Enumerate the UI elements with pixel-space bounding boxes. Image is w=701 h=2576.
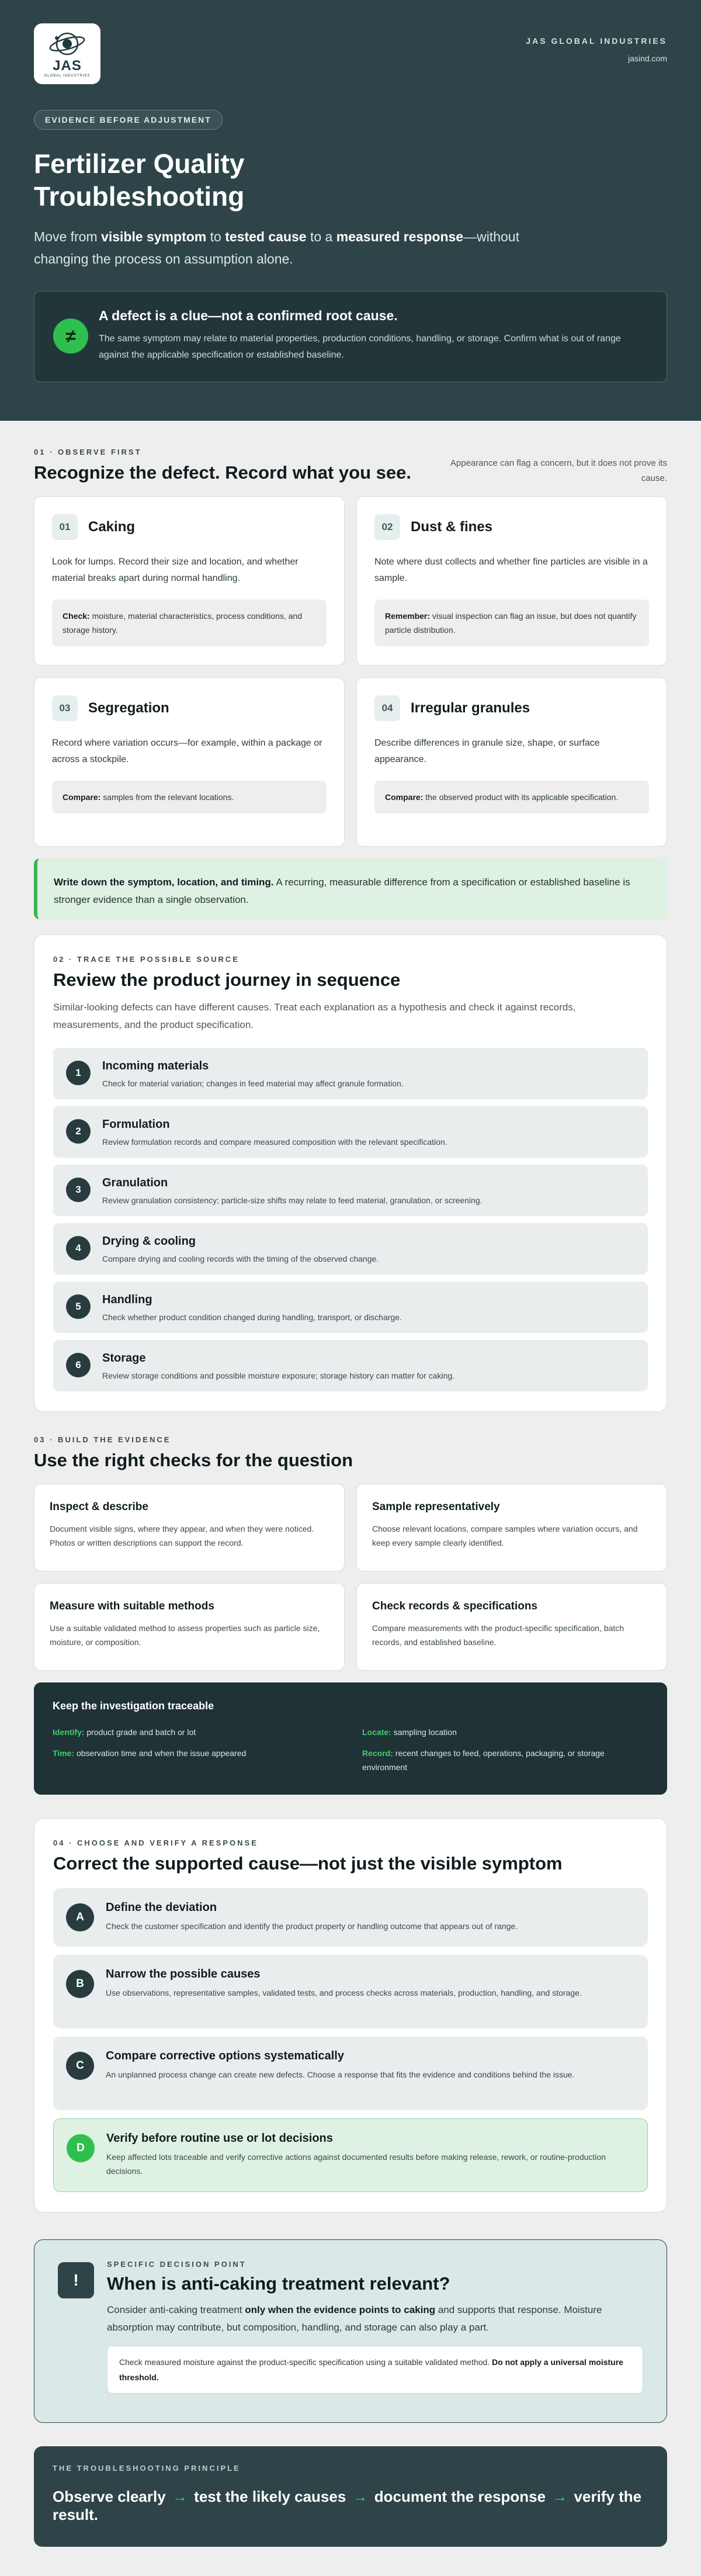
decision-text-part: Consider anti-caking treatment bbox=[107, 2304, 245, 2315]
card-box-text: moisture, material characteristics, process conditions, and storage history. bbox=[63, 611, 303, 635]
traceable-item bbox=[362, 1746, 648, 1774]
response-title: Compare corrective options systematically bbox=[106, 2049, 344, 2062]
step-number: 2 bbox=[66, 1119, 91, 1144]
lead-strong: tested cause bbox=[225, 229, 307, 244]
response-letter: A bbox=[66, 1903, 94, 1931]
logo-globe-icon bbox=[48, 30, 86, 58]
brand-url-link[interactable]: jasind.com bbox=[628, 54, 667, 63]
principle-section-wrap bbox=[0, 2446, 701, 2547]
lead-part: to a bbox=[306, 229, 336, 244]
traceable-text: product grade and batch or lot bbox=[84, 1727, 196, 1737]
step-text: Review storage conditions and possible moisture exposure; storage history can matter for caking. bbox=[102, 1371, 455, 1380]
principle-line bbox=[53, 2488, 648, 2524]
journey-step bbox=[53, 1048, 648, 1099]
response-title: Narrow the possible causes bbox=[106, 1968, 261, 1981]
exclamation-icon: ! bbox=[58, 2262, 94, 2298]
response-text: Check the customer specification and identify the product property or handling outcome that appears out of range. bbox=[106, 1921, 518, 1931]
step-title: Storage bbox=[102, 1352, 146, 1365]
step-number: 3 bbox=[66, 1178, 91, 1202]
check-text: Compare measurements with the product-specific specification, batch records, and established baseline. bbox=[372, 1623, 624, 1647]
trace-section-wrap bbox=[0, 934, 701, 1412]
response-list bbox=[53, 1888, 648, 2192]
logo-subtext: GLOBAL INDUSTRIES bbox=[44, 74, 91, 78]
check-title: Measure with suitable methods bbox=[50, 1600, 214, 1612]
decision-box-strong: Do not apply a universal moisture threshold. bbox=[119, 2357, 623, 2382]
card-head bbox=[374, 514, 649, 540]
traceable-text: sampling location bbox=[391, 1727, 457, 1737]
section-title: Recognize the defect. Record what you see. bbox=[34, 462, 411, 483]
journey-step bbox=[53, 1282, 648, 1333]
arrow-right-icon: → bbox=[172, 2488, 188, 2505]
observe-section bbox=[0, 421, 701, 919]
step-number: 5 bbox=[66, 1294, 91, 1319]
section-title: Review the product journey in sequence bbox=[53, 970, 401, 990]
journey-step bbox=[53, 1106, 648, 1158]
traceable-label: Identify: bbox=[53, 1727, 85, 1737]
traceable-text: observation time and when the issue appeared bbox=[74, 1749, 247, 1758]
logo-text: JAS bbox=[53, 58, 82, 74]
defect-card-dust bbox=[356, 496, 667, 666]
decision-title: When is anti-caking treatment relevant? bbox=[107, 2273, 450, 2294]
company-logo[interactable] bbox=[34, 23, 100, 84]
arrow-right-icon: → bbox=[352, 2488, 368, 2505]
traceable-label: Locate: bbox=[362, 1727, 391, 1737]
card-box-label: Check: bbox=[63, 611, 90, 621]
step-text: Compare drying and cooling records with the timing of the observed change. bbox=[102, 1254, 379, 1263]
evidence-section bbox=[0, 1435, 701, 1795]
section-kicker: SPECIFIC DECISION POINT bbox=[107, 2260, 247, 2269]
response-section-wrap bbox=[0, 1818, 701, 2213]
section-kicker: THE TROUBLESHOOTING PRINCIPLE bbox=[53, 2464, 241, 2473]
principle-step: test the likely causes bbox=[194, 2488, 346, 2505]
card-number: 03 bbox=[52, 695, 78, 721]
section-kicker: 04 · CHOOSE AND VERIFY A RESPONSE bbox=[53, 1838, 258, 1847]
step-title: Handling bbox=[102, 1293, 152, 1306]
hero-callout bbox=[34, 291, 667, 382]
section-kicker: 01 · OBSERVE FIRST bbox=[34, 448, 142, 456]
card-title: Dust & fines bbox=[411, 519, 493, 535]
check-card bbox=[356, 1484, 667, 1571]
journey-step bbox=[53, 1223, 648, 1275]
hero-lead bbox=[34, 226, 548, 270]
card-text: Note where dust collects and whether fine particles are visible in a sample. bbox=[374, 557, 648, 583]
defect-card-grid bbox=[34, 496, 667, 847]
callout-text: The same symptom may relate to material properties, production conditions, handling, or storage. Confirm what is out of range against the applicable specification or established baseline. bbox=[99, 334, 621, 360]
trace-panel bbox=[34, 934, 667, 1412]
step-number: 1 bbox=[66, 1061, 91, 1085]
lead-strong: visible symptom bbox=[101, 229, 207, 244]
card-box-label: Compare: bbox=[385, 792, 424, 802]
journey-steps bbox=[53, 1048, 648, 1391]
hero-pill-badge: EVIDENCE BEFORE ADJUSTMENT bbox=[34, 110, 223, 130]
card-head bbox=[374, 695, 649, 721]
card-box-label: Remember: bbox=[385, 611, 431, 621]
principle-panel bbox=[34, 2446, 667, 2547]
brand-block bbox=[526, 23, 667, 63]
check-card bbox=[34, 1484, 345, 1571]
decision-box bbox=[107, 2346, 643, 2394]
card-number: 04 bbox=[374, 695, 400, 721]
lead-strong: measured response bbox=[336, 229, 464, 244]
response-step-verify bbox=[53, 2118, 648, 2192]
decision-box-text: Check measured moisture against the product-specific specification using a suitable validated method. bbox=[119, 2357, 492, 2367]
response-letter: D bbox=[67, 2134, 95, 2162]
card-title: Irregular granules bbox=[411, 700, 530, 716]
decision-text-part: and supports that response. Moisture absorption may contribute, but composition, handling, and storage can also play a part. bbox=[107, 2304, 602, 2333]
principle-step: Observe clearly bbox=[53, 2488, 166, 2505]
response-step bbox=[53, 1888, 648, 1947]
card-title: Caking bbox=[88, 519, 136, 535]
response-step bbox=[53, 2037, 648, 2110]
section-lead: Similar-looking defects can have different causes. Treat each explanation as a hypothesis and check it against records, measurements, and the product specification. bbox=[53, 1002, 576, 1030]
card-text: Describe differences in granule size, shape, or surface appearance. bbox=[374, 738, 600, 764]
section-title: Use the right checks for the question bbox=[34, 1450, 353, 1470]
traceable-grid bbox=[53, 1725, 648, 1774]
response-panel bbox=[34, 1818, 667, 2213]
step-text: Check whether product condition changed during handling, transport, or discharge. bbox=[102, 1313, 402, 1322]
traceable-item bbox=[362, 1725, 648, 1739]
card-box-text: samples from the relevant locations. bbox=[100, 792, 234, 802]
journey-step bbox=[53, 1165, 648, 1216]
principle-step: verify the result. bbox=[53, 2488, 642, 2523]
not-equal-icon: ≠ bbox=[53, 318, 88, 354]
response-letter: C bbox=[66, 2052, 94, 2080]
check-title: Sample representatively bbox=[372, 1501, 500, 1513]
card-text: Look for lumps. Record their size and location, and whether material breaks apart during normal handling. bbox=[52, 557, 299, 583]
decision-section-wrap bbox=[0, 2239, 701, 2423]
section-kicker: 02 · TRACE THE POSSIBLE SOURCE bbox=[53, 955, 240, 964]
check-title: Check records & specifications bbox=[372, 1600, 537, 1612]
note-text: A recurring, measurable difference from a specification or established baseline is stronger evidence than a single observation. bbox=[54, 877, 630, 905]
traceable-item bbox=[53, 1746, 339, 1774]
traceable-title: Keep the investigation traceable bbox=[53, 1700, 214, 1712]
page-title: Fertilizer Quality Troubleshooting bbox=[34, 148, 245, 212]
card-box-text: visual inspection can flag an issue, but does not quantify particle distribution. bbox=[385, 611, 637, 635]
card-check-box bbox=[52, 600, 327, 646]
check-title: Inspect & describe bbox=[50, 1501, 148, 1513]
check-text: Use a suitable validated method to assess properties such as particle size, moisture, or composition. bbox=[50, 1623, 320, 1647]
hero-section bbox=[0, 0, 701, 421]
check-card-grid bbox=[34, 1484, 667, 1671]
lead-part: to bbox=[206, 229, 225, 244]
step-text: Check for material variation; changes in feed material may affect granule formation. bbox=[102, 1079, 404, 1088]
check-text: Choose relevant locations, compare samples where variation occurs, and keep every sample clearly identified. bbox=[372, 1524, 638, 1547]
card-number: 01 bbox=[52, 514, 78, 540]
step-number: 4 bbox=[66, 1236, 91, 1261]
arrow-right-icon: → bbox=[552, 2488, 568, 2505]
step-number: 6 bbox=[66, 1353, 91, 1377]
card-head bbox=[52, 514, 327, 540]
traceable-item bbox=[53, 1725, 339, 1739]
decision-text bbox=[107, 2301, 643, 2336]
step-text: Review formulation records and compare measured composition with the relevant specification. bbox=[102, 1137, 447, 1147]
lead-part: —without changing the process on assumption alone. bbox=[34, 229, 519, 266]
card-check-box bbox=[374, 600, 649, 646]
section-side-note: Appearance can flag a concern, but it does not prove its cause. bbox=[450, 458, 667, 483]
traceable-text: recent changes to feed, operations, packaging, or storage environment bbox=[362, 1749, 605, 1772]
hero-top-bar bbox=[34, 23, 667, 84]
record-note bbox=[34, 858, 667, 919]
card-box-label: Compare: bbox=[63, 792, 101, 802]
defect-card-irregular bbox=[356, 677, 667, 847]
step-title: Incoming materials bbox=[102, 1060, 209, 1072]
card-title: Segregation bbox=[88, 700, 169, 716]
response-title: Define the deviation bbox=[106, 1901, 217, 1914]
note-strong: Write down the symptom, location, and timing. bbox=[54, 877, 274, 888]
check-card bbox=[34, 1583, 345, 1671]
page-bottom-spacer bbox=[0, 2547, 701, 2576]
step-title: Drying & cooling bbox=[102, 1235, 196, 1248]
card-text: Record where variation occurs—for example, within a package or across a stockpile. bbox=[52, 738, 322, 764]
step-text: Review granulation consistency; particle-size shifts may relate to feed material, granulation, or screening. bbox=[102, 1196, 483, 1205]
card-check-box bbox=[374, 781, 649, 813]
step-title: Granulation bbox=[102, 1176, 168, 1189]
defect-card-caking bbox=[34, 496, 345, 666]
section-title: Correct the supported cause—not just the visible symptom bbox=[53, 1853, 563, 1874]
lead-part: Move from bbox=[34, 229, 102, 244]
card-check-box bbox=[52, 781, 327, 813]
callout-title: A defect is a clue—not a confirmed root cause. bbox=[99, 308, 398, 323]
response-step bbox=[53, 1955, 648, 2028]
check-card bbox=[356, 1583, 667, 1671]
defect-card-segregation bbox=[34, 677, 345, 847]
traceable-label: Time: bbox=[53, 1749, 75, 1758]
card-box-text: the observed product with its applicable specification. bbox=[423, 792, 619, 802]
decision-text-strong: only when the evidence points to caking bbox=[245, 2304, 436, 2315]
traceable-label: Record: bbox=[362, 1749, 393, 1758]
card-head bbox=[52, 695, 327, 721]
response-text: Use observations, representative samples, validated tests, and process checks across materials, production, handling, and storage. bbox=[106, 1988, 582, 1997]
response-letter: B bbox=[66, 1970, 94, 1998]
journey-step bbox=[53, 1340, 648, 1391]
response-text: Keep affected lots traceable and verify corrective actions against documented results before making release, rework, or routine-production decisions. bbox=[106, 2152, 606, 2176]
step-title: Formulation bbox=[102, 1118, 170, 1131]
card-number: 02 bbox=[374, 514, 400, 540]
section-kicker: 03 · BUILD THE EVIDENCE bbox=[34, 1435, 171, 1444]
principle-step: document the response bbox=[374, 2488, 546, 2505]
brand-name: JAS GLOBAL INDUSTRIES bbox=[526, 36, 667, 46]
traceable-panel bbox=[34, 1682, 667, 1795]
response-title: Verify before routine use or lot decisions bbox=[106, 2132, 333, 2145]
decision-panel bbox=[34, 2239, 667, 2423]
check-text: Document visible signs, where they appear, and when they were noticed. Photos or written descriptions can support the record. bbox=[50, 1524, 314, 1547]
response-text: An unplanned process change can create new defects. Choose a response that fits the evidence and conditions behind the issue. bbox=[106, 2070, 575, 2079]
